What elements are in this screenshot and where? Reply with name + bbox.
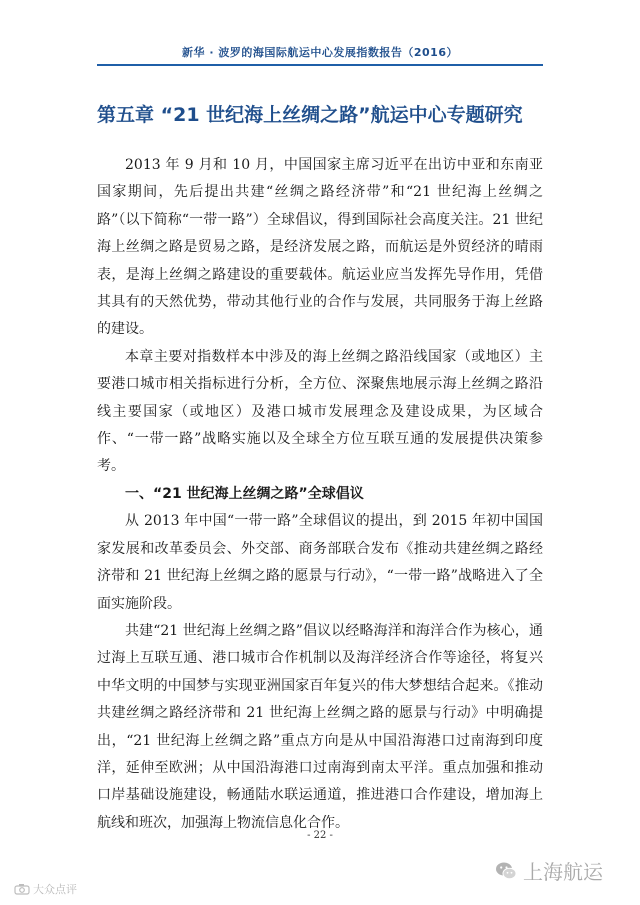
intro-text: [97, 152, 543, 837]
watermark-right-text: 上海航运: [523, 860, 603, 884]
intro-paragraph-2: 本章主要对指数样本中涉及的海上丝绸之路沿线国家（或地区）主要港口城市相关指标进行分析，全方位、深聚焦地展示海上丝绸之路沿线主要国家（或地区）及港口城市发展理念及建设成果，为区域合作、“一带一路”战略实施以及全球全方位互联互通的发展提供决策参考。: [97, 348, 543, 475]
section-heading: 一、“21 世纪海上丝绸之路”全球倡议: [125, 485, 364, 502]
watermark-right: [495, 856, 603, 885]
header-divider: [97, 64, 543, 66]
camera-logo-icon: [14, 883, 30, 895]
section-paragraph-1: 从 2013 年中国“一带一路”全球倡议的提出，到 2015 年初中国国家发展和改革委员会、外交部、商务部联合发布《推动共建丝绸之路经济带和 21 世纪海上丝绸之路的愿景与行动》，“一带一路”战略进入了全面实施阶段。: [97, 513, 543, 612]
section-paragraph-2: 共建“21 世纪海上丝绸之路”倡议以经略海洋和海洋合作为核心，通过海上互联互通、港口城市合作机制以及海洋经济合作等途径，将复兴中华文明的中国梦与实现亚洲国家百年复兴的伟大梦想结合起来。《推动共建丝绸之路经济带和 21 世纪海上丝绸之路的愿景与行动》中明确提出，“21 世纪海上丝绸之路”重点方向是从中国沿海港口过南海到印度洋，延伸至欧洲；从中国沿海港口过南海到南太平洋。重点加强和推动口岸基础设施建设，畅通陆水联运通道，推进港口合作建设，增加海上航线和班次，加强海上物流信息化合作。: [97, 622, 543, 831]
report-header-title: 新华 · 波罗的海国际航运中心发展指数报告（2016）: [182, 46, 458, 59]
chapter-title: 第五章 “21 世纪海上丝绸之路”航运中心专题研究: [97, 104, 523, 126]
watermark-left: [14, 881, 77, 897]
intro-paragraph-1: 2013 年 9 月和 10 月，中国国家主席习近平在出访中亚和东南亚国家期间，先后提出共建“丝绸之路经济带”和“21 世纪海上丝绸之路”（以下简称“一带一路”）全球倡议，得到国际社会高度关注。21 世纪海上丝绸之路是贸易之路，是经济发展之路，而航运是外贸经济的晴雨表，是海上丝绸之路建设的重要载体。航运业应当发挥先导作用，凭借其具有的天然优势，带动其他行业的合作与发展，共同服务于海上丝路的建设。: [97, 157, 543, 338]
wechat-logo-icon: [495, 861, 517, 881]
page-number: - 22 -: [307, 830, 333, 841]
watermark-left-text: 大众点评: [33, 883, 77, 896]
